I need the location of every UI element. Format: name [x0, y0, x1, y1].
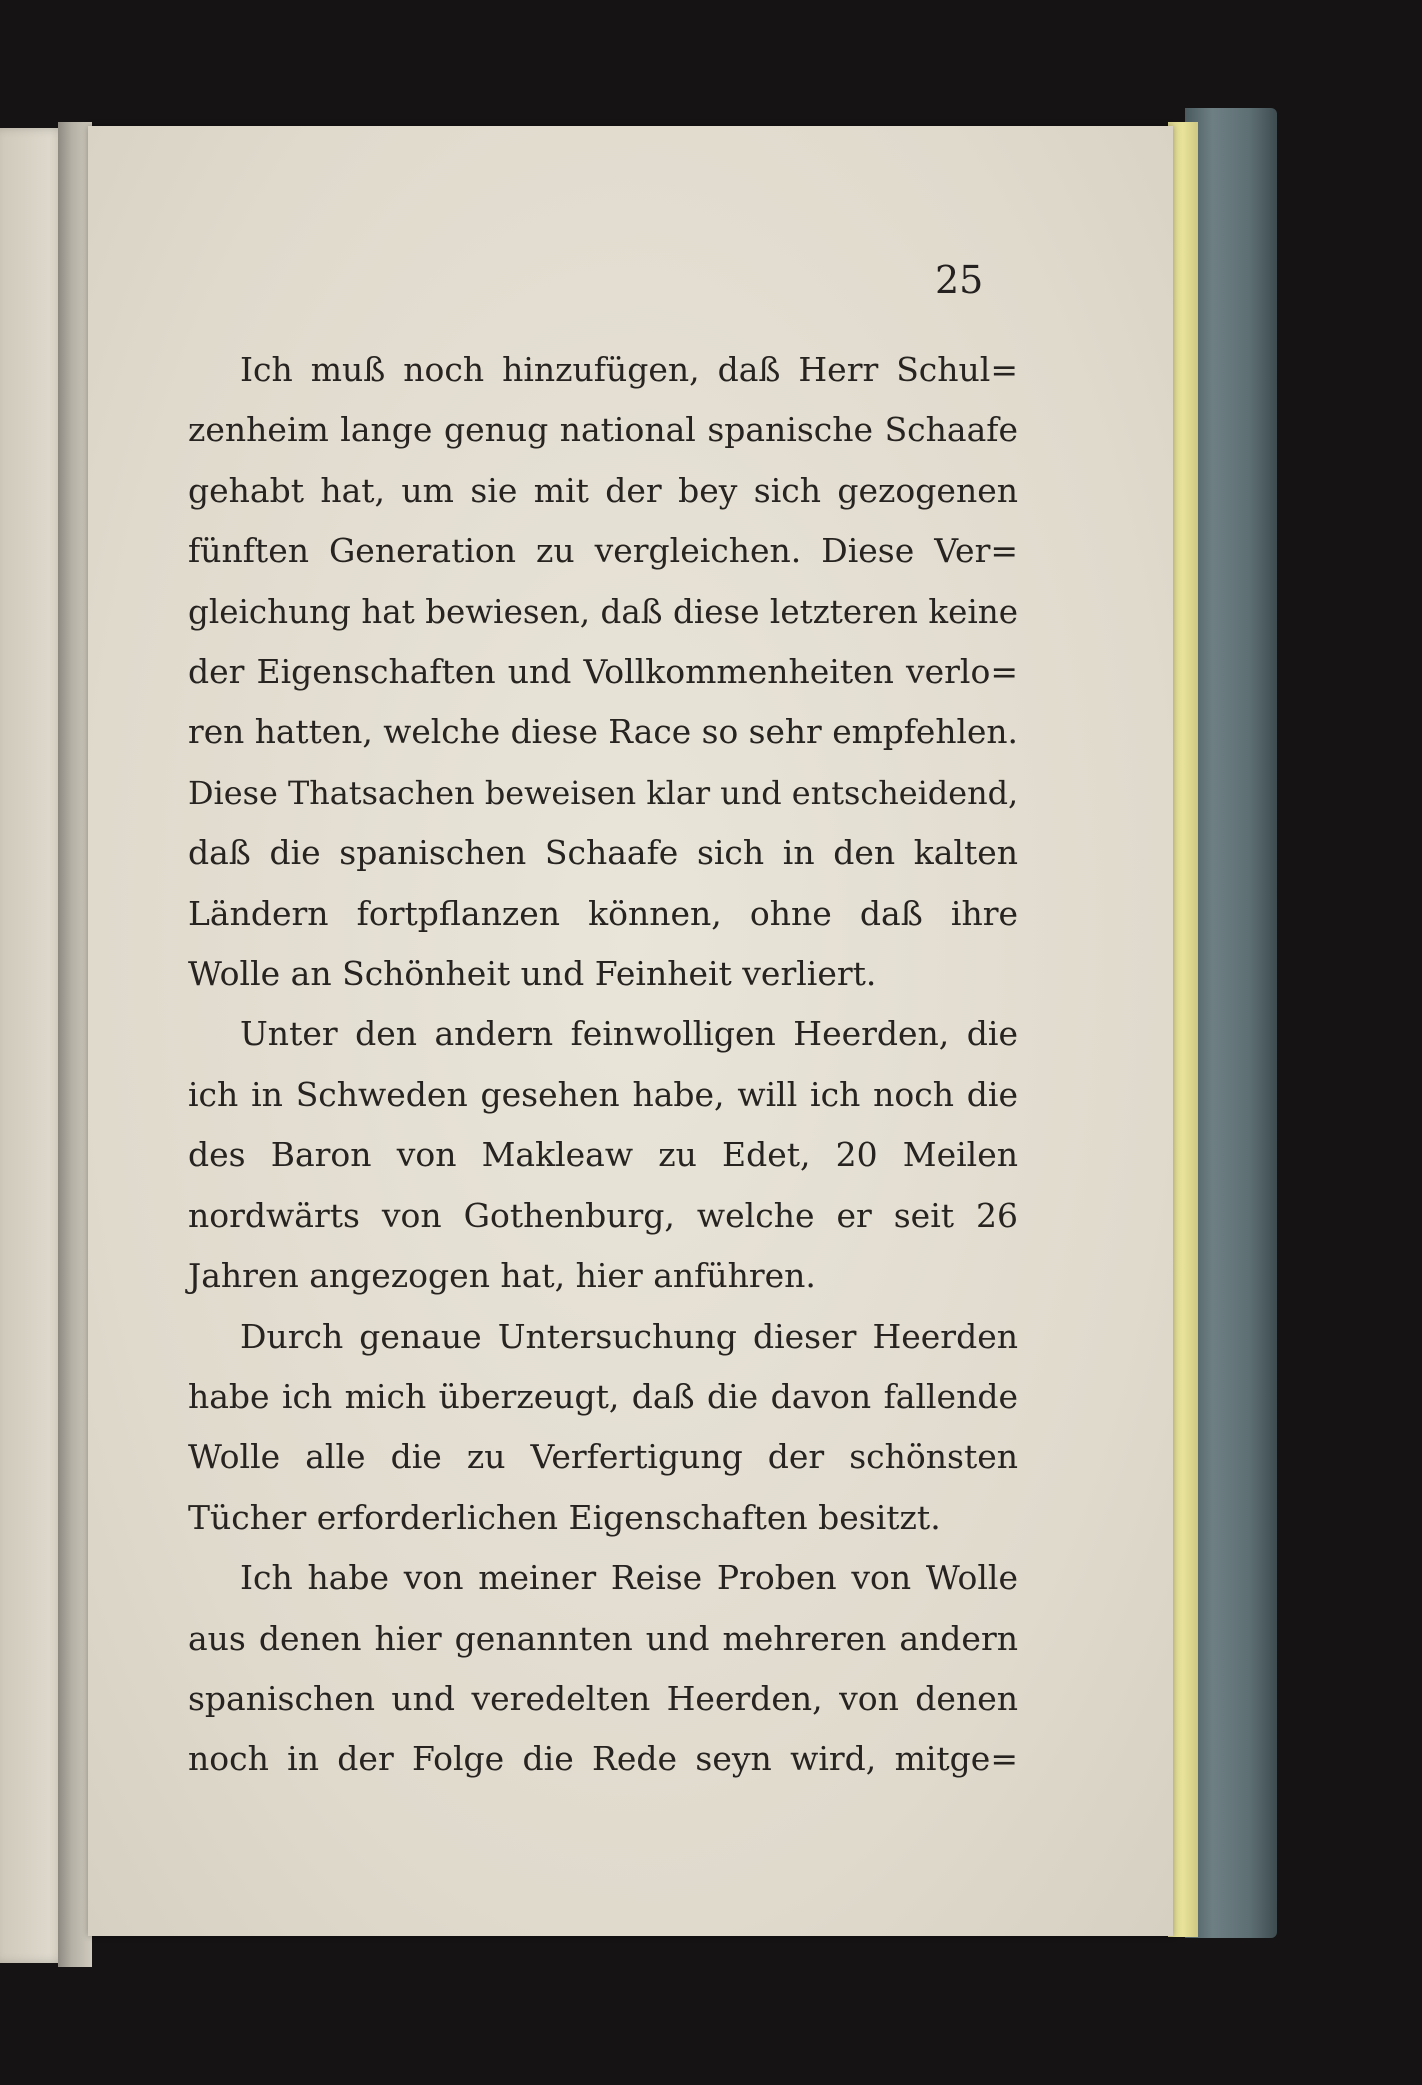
paragraph-3 [188, 1307, 1018, 1549]
text-line: fünften Generation zu vergleichen. Diese Ver= [188, 531, 1018, 571]
text-line: Diese Thatsachen beweisen klar und entscheidend, [188, 773, 1019, 812]
text-line: spanischen und veredelten Heerden, von denen [188, 1678, 1018, 1718]
text-line: Wolle alle die zu Verfertigung der schönsten [188, 1437, 1018, 1477]
text-line: Jahren angezogen hat, hier anführen. [188, 1256, 816, 1296]
text-line: zenheim lange genug national spanische Schaafe [188, 410, 1018, 450]
text-line: gleichung hat bewiesen, daß diese letzteren keine [188, 592, 1018, 631]
text-line: Ich habe von meiner Reise Proben von Wolle [240, 1558, 1018, 1598]
text-line: noch in der Folge die Rede seyn wird, mitge= [188, 1739, 1018, 1779]
text-line: habe ich mich überzeugt, daß die davon fallende [188, 1376, 1018, 1416]
text-line: Durch genaue Untersuchung dieser Heerden [240, 1316, 1018, 1356]
text-line: nordwärts von Gothenburg, welche er seit 26 [188, 1195, 1018, 1235]
text-line: Unter den andern feinwolligen Heerden, die [240, 1014, 1018, 1054]
text-line: Wolle an Schönheit und Feinheit verliert. [188, 954, 877, 994]
book-cover-edge [1185, 108, 1277, 1938]
text-line: gehabt hat, um sie mit der bey sich gezogenen [188, 470, 1018, 510]
text-line: Tücher erforderlichen Eigenschaften besitzt. [188, 1497, 941, 1537]
text-line: aus denen hier genannten und mehreren andern [188, 1618, 1018, 1658]
page-number: 25 [935, 258, 984, 302]
text-line: ich in Schweden gesehen habe, will ich noch die [188, 1074, 1018, 1114]
text-line: der Eigenschaften und Vollkommenheiten verlo= [188, 652, 1018, 692]
text-line: des Baron von Makleaw zu Edet, 20 Meilen [188, 1135, 1018, 1175]
paragraph-1 [188, 340, 1018, 1004]
paragraph-2 [188, 1004, 1018, 1306]
page-text [188, 340, 1018, 1790]
text-line: Ich muß noch hinzufügen, daß Herr Schul= [240, 350, 1018, 389]
text-line: daß die spanischen Schaafe sich in den kalten [188, 833, 1018, 873]
book-gutter [58, 122, 92, 1967]
text-line: ren hatten, welche diese Race so sehr empfehlen. [188, 713, 1018, 752]
paragraph-4 [188, 1548, 1018, 1790]
text-line: Ländern fortpflanzen können, ohne daß ihre [188, 893, 1018, 933]
